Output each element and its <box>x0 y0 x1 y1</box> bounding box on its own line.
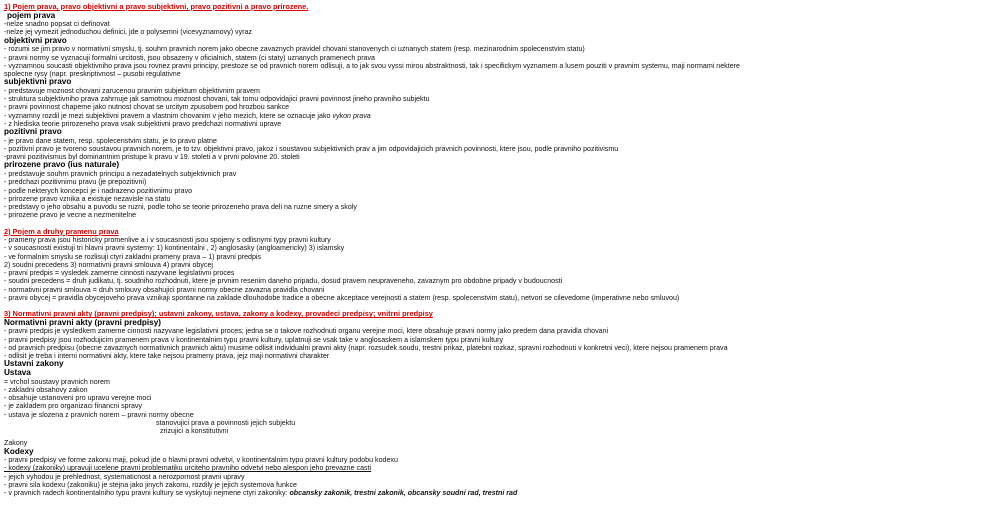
text-line: - pravni povinnost chapeme jako nutnost chovat se urcitym zpusobem pod hrozbou sankce <box>4 103 290 112</box>
document-page <box>4 3 976 497</box>
section-title: 2) Pojem a druhy pramenu prava <box>4 226 119 236</box>
text-line: - pravni predpis = vysledek zamerne cinnosti nazyvane legislativni proces <box>4 269 235 278</box>
text-line: 2) soudni precedens 3) normativni pravni smlouva 4) pravni obycej <box>4 260 213 269</box>
heading-pojem-prava: pojem prava <box>7 10 56 20</box>
text-line: - podle nekterych koncepci je i nadrazeno pozitivnimu pravo <box>4 186 193 195</box>
text-segment: - vyznamny rozdil je mezi subjektivni pravem a vlastnim chovanim v jeho mezich, ktere se oznacuje jako <box>4 111 331 120</box>
text-line: -nelze snadno popsat ci definovat <box>4 20 110 29</box>
indented-line: zrizujici a konstitutivni <box>160 427 229 436</box>
text-segment: - v pravnich radech kontinentalniho typu pravni kultury se vyskytuji nejmene ctyri zakoniky: <box>4 489 290 498</box>
text-line: - ustava je slozena z pravnich norem – pravni normy obecne <box>4 410 194 419</box>
text-line: = vrchol soustavy pravnich norem <box>4 377 110 386</box>
text-line: - predstavuje moznost chovani zarucenou pravnim subjektum objektivnim pravem <box>4 86 260 95</box>
text-line: - pravni normy se vyznacuji formalni urcitosti, jsou obsazeny v oficialnich, statem (ci staty) uznanych pramenech prava <box>4 53 375 62</box>
text-line: spolecne rysy (napr. preskriptivnost – pusobi regulativne <box>4 70 181 79</box>
text-line: - obsahuje ustanoveni pro upravu verejne moci <box>4 394 152 403</box>
text-line: - zakladni obsahovy zakon <box>4 385 88 394</box>
heading-ustavni-zakony: Ustavni zakony <box>4 359 64 369</box>
text-line: - pravni predpisy ve forme zakonu maji, pokud jde o hlavni pravni odvetvi, v kontinentalnim typu pravni kultury podobu kodexu <box>4 456 398 465</box>
text-line: - prirozene pravo je vecne a nezmenitelne <box>4 211 137 220</box>
text-line: - pravni predpis je vysledkem zamerne cinnosti nazyvane legislativni proces; jedna se o takove rozhodnuti organu verejne moci, ktere obsahuje pravni normy jako predem dana pravidla chovani <box>4 327 609 336</box>
text-line: - od pravnich predpisu (obecne zavaznych normativnich pravnich aktu) musime odlisit individualni pravni akty (napr. rozsudek soudu, trestni prikaz, platebni rozkaz, spravni rozhodnuti v konkretni veci), ktere nejsou pramenem prava <box>4 343 728 352</box>
text-line-with-italic <box>4 112 976 120</box>
text-line: - pravni obycej = pravidla obycejoveho prava vznikaji spontanne na zaklade dlouhodobe tradice a obecne akceptace verejnosti a statem (resp. spolecenstvim statu), netvori se cilevedome (imperativne nebo smluvou) <box>4 293 680 302</box>
text-line: - soudni precedens = druh judikatu, tj. soudniho rozhodnuti, ktere je prvnim resenim daneho pripadu, dosud pravem neupraveneho, zavaznym pro obdobne pripady v budoucnosti <box>4 277 563 286</box>
heading-normativni-akty: Normativni pravni akty (pravni predpisy) <box>4 317 161 327</box>
text-line: - pravni predpisy jsou rozhodujicim pramenem prava v kontinentalnim typu pravni kultury, uplatnuji se vsak take v anglosaskem a islamskem typu pravni kultury <box>4 335 504 344</box>
text-line: - predstavy o jeho obsahu a puvodu se ruzni, podle toho se teorie prirozeneho prava deli na ruzne smery a skoly <box>4 203 357 212</box>
heading-objektivni-pravo: objektivni pravo <box>4 35 67 45</box>
text-line-with-bold <box>4 489 976 497</box>
italic-term: vykon prava <box>332 111 371 120</box>
text-line: - z hlediska teorie prirozeneho prava vsak subjektivni pravo predchazi normativni uprave <box>4 119 282 128</box>
heading-subjektivni-pravo: subjektivni pravo <box>4 77 72 87</box>
text-line: - kodexy (zakoniky) upravuji ucelene pravni problematiku urciteho pravniho odvetvi nebo alespon jeho prevazne casti <box>4 464 372 473</box>
text-line: - ve formalnim smyslu se rozlisuji ctyri zakladni prameny prava – 1) pravni predpis <box>4 252 262 261</box>
text-line: - v soucasnosti existuji tri hlavni pravni systemy: 1) kontinentalni , 2) anglosasky (angloamericky) 3) islamsky <box>4 244 345 253</box>
heading-ustava: Ustava <box>4 367 31 377</box>
bold-italic-list: obcansky zakonik, trestni zakonik, obcansky soudni rad, trestni rad <box>289 489 518 498</box>
text-line: - vyznamnou soucasti objektivniho prava jsou rovnez pravni principy, prestoze se od pravnich norem odlisuji, a to jak svou vyssi mirou abstraktnosti, tak i specifickym vyznamem a lusem pouziti v pravnim systemu, maji normami nektere <box>4 61 740 70</box>
text-line: - pravni sila kodexu (zakoniku) je stejna jako jinych zakonu, rozdily je jejich systemova funkce <box>4 480 297 489</box>
text-line-zakony: Zakony <box>4 439 28 448</box>
text-line: - struktura subjektivniho prava zahrnuje jak samotnou moznost chovani, tak tomu odpovidajici pravni povinnost jineho pravniho subjektu <box>4 95 430 104</box>
section-title: 3) Normativni pravni akty (pravni predpisy); ustavni zakony, ustava, zakony a kodexy, provadeci predpisy; vnitrni predpisy <box>4 309 433 319</box>
text-line: - prirozene pravo vznika a existuje nezavisle na statu <box>4 194 171 203</box>
heading-prirozene-pravo: prirozene pravo (ius naturale) <box>4 160 120 170</box>
text-line: - pozitivni pravo je tvoreno soustavou pravnich norem, je to tzv. objektivni pravo, jakoz i soustavou subjektivnich prav a jim odpovidajicich pravnich povinnosti, ktere jsou, podle pravniho pozitivismu <box>4 144 619 153</box>
text-line: - predchazi pozitivnimu pravu (je prepozitivni) <box>4 178 147 187</box>
text-line: -pravni pozitivismus byl dominantnim pristupe k pravu v 19. stoleti a v prvni polovine 20. stoleti <box>4 153 300 162</box>
text-line: - rozumi se jim pravo v normativni smyslu, tj. souhrn pravnich norem jako obecne zavaznych pravidel chovani stanovenych ci uznanych statem (resp. mezinarodnim spolecenstvim statu) <box>4 45 585 54</box>
text-line: - jejich vyhodou je prehlednost, systematicnost a nerozpornost pravni upravy <box>4 472 245 481</box>
text-line: - predstavuje souhrn pravnich principu a nezadatelnych subjektivnich prav <box>4 170 237 179</box>
text-line: - normativni pravni smlouva = druh smlouvy obsahujici pravni normy obecne zavazna pravidla chovani <box>4 285 325 294</box>
text-line: - prameny prava jsou historicky promenlive a i v soucasnosti jsou spojeny s odlisnymi typy pravni kultury <box>4 236 331 245</box>
heading-pozitivni-pravo: pozitivni pravo <box>4 127 62 137</box>
spacer <box>4 220 976 228</box>
text-line: - je zakladem pro organizaci financni spravy <box>4 402 142 411</box>
text-line: -nelze jej vymezit jednoduchou definici, jde o polysemni (vicevyznamovy) vyraz <box>4 28 252 37</box>
indented-line: stanovujici prava a povinnosti jejich subjektu <box>156 418 296 427</box>
heading-kodexy: Kodexy <box>4 446 34 456</box>
section-title: 1) Pojem prava, pravo objektivni a pravo subjektivni, pravo pozitivni a pravo prirozene. <box>4 2 309 11</box>
text-line: - je pravo dane statem, resp. spolecenstvim statu, je to pravo platne <box>4 136 217 145</box>
text-line: - odlisit je treba i interni normativni akty, ktere take nejsou prameny prava, jejz maji normativni charakter <box>4 352 330 361</box>
